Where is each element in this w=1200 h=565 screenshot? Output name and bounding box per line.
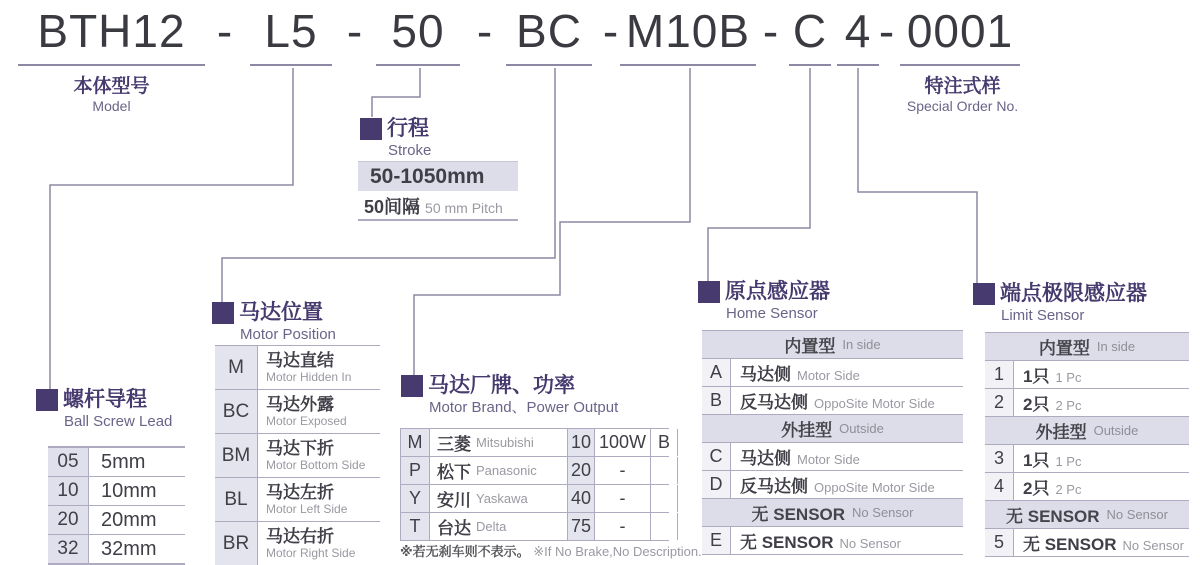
model-code-separator: - bbox=[476, 5, 494, 57]
limit-sensor-table bbox=[985, 332, 1189, 557]
square-bullet-icon bbox=[36, 389, 58, 411]
model-code-separator: - bbox=[762, 5, 780, 57]
model-code-segment-home-sensor: C bbox=[789, 2, 831, 66]
table-row: BL 马达左折 Motor Left Side bbox=[215, 478, 380, 522]
table-row: C 马达侧 Motor Side bbox=[702, 443, 963, 471]
motor-brand-section-heading: 马达厂牌、功率 Motor Brand、Power Output bbox=[401, 374, 618, 417]
table-row: M 马达直结 Motor Hidden In bbox=[215, 346, 380, 390]
motor-brand-footnote: ※若无刹车则不表示。 ※If No Brake,No Description. bbox=[400, 544, 702, 559]
table-row: 1 1只 1 Pc bbox=[985, 361, 1189, 389]
stroke-pitch-row: 50间隔 50 mm Pitch bbox=[358, 193, 518, 221]
model-code-separator: - bbox=[602, 5, 620, 57]
model-code-segment-motor-position: BC bbox=[506, 2, 592, 66]
special-order-label: 特注式样 Special Order No. bbox=[906, 76, 1019, 114]
stroke-section-heading: 行程 Stroke bbox=[360, 117, 431, 160]
table-group-header: 无 SENSOR No Sensor bbox=[985, 501, 1189, 529]
model-code-separator: - bbox=[346, 5, 364, 57]
table-row: 10 10mm bbox=[48, 477, 185, 506]
square-bullet-icon bbox=[973, 283, 995, 305]
square-bullet-icon bbox=[360, 118, 382, 140]
motor-position-section-heading: 马达位置 Motor Position bbox=[212, 301, 336, 344]
model-code-separator: - bbox=[878, 5, 896, 57]
segment-underline bbox=[620, 64, 756, 66]
square-bullet-icon bbox=[212, 302, 234, 324]
home-sensor-table bbox=[702, 330, 963, 555]
table-row: E 无 SENSOR No Sensor bbox=[702, 527, 963, 555]
table-row: Y 安川 Yaskawa 40 - bbox=[401, 485, 669, 513]
segment-underline bbox=[506, 64, 592, 66]
table-group-header: 外挂型 Outside bbox=[985, 417, 1189, 445]
square-bullet-icon bbox=[698, 281, 720, 303]
model-code-segment-special-order: 0001 bbox=[900, 2, 1020, 66]
table-row: 32 32mm bbox=[48, 535, 185, 565]
table-row: A 马达侧 Motor Side bbox=[702, 359, 963, 387]
table-group-header: 外挂型 Outside bbox=[702, 415, 963, 443]
table-row: BM 马达下折 Motor Bottom Side bbox=[215, 434, 380, 478]
model-code-segment-limit-sensor: 4 bbox=[837, 2, 879, 66]
table-row: 4 2只 2 Pc bbox=[985, 473, 1189, 501]
table-row: 2 2只 2 Pc bbox=[985, 389, 1189, 417]
segment-underline bbox=[376, 64, 460, 66]
motor-brand-table bbox=[400, 428, 669, 541]
model-code-separator: - bbox=[216, 5, 234, 57]
motor-position-table bbox=[215, 345, 380, 565]
table-row: T 台达 Delta 75 - bbox=[401, 513, 669, 541]
table-group-header: 内置型 In side bbox=[985, 333, 1189, 361]
connector-c-to-home-sensor bbox=[708, 68, 810, 282]
home-sensor-section-heading: 原点感应器 Home Sensor bbox=[698, 280, 830, 323]
table-row: 3 1只 1 Pc bbox=[985, 445, 1189, 473]
segment-underline bbox=[18, 64, 205, 66]
table-row: BC 马达外露 Motor Exposed bbox=[215, 390, 380, 434]
table-group-header: 内置型 In side bbox=[702, 331, 963, 359]
model-code-segment-motor-brand: M10B bbox=[620, 2, 756, 66]
segment-underline bbox=[837, 64, 879, 66]
model-code-segment-lead: L5 bbox=[250, 2, 332, 66]
table-row: 20 20mm bbox=[48, 506, 185, 535]
table-row: BR 马达右折 Motor Right Side bbox=[215, 522, 380, 565]
stroke-range-row: 50-1050mm bbox=[358, 162, 518, 193]
connector-50-to-stroke bbox=[372, 68, 420, 117]
ballscrew-section-heading: 螺杆导程 Ball Screw Lead bbox=[36, 388, 172, 431]
limit-sensor-section-heading: 端点极限感应器 Limit Sensor bbox=[973, 282, 1147, 325]
segment-underline bbox=[900, 64, 1020, 66]
table-row: D 反马达侧 OppoSite Motor Side bbox=[702, 471, 963, 499]
table-row: B 反马达侧 OppoSite Motor Side bbox=[702, 387, 963, 415]
model-label: 本体型号 Model bbox=[73, 76, 150, 114]
segment-underline bbox=[789, 64, 831, 66]
connector-m10b-to-motor-brand bbox=[414, 68, 690, 377]
ballscrew-table bbox=[48, 446, 185, 565]
segment-underline bbox=[250, 64, 332, 66]
square-bullet-icon bbox=[401, 375, 423, 397]
table-row: P 松下 Panasonic 20 - bbox=[401, 457, 669, 485]
table-row: 5 无 SENSOR No Sensor bbox=[985, 529, 1189, 557]
model-code-segment-body bbox=[18, 2, 205, 66]
model-code-text: BTH12 bbox=[37, 5, 186, 57]
table-row: 05 5mm bbox=[48, 448, 185, 477]
table-row: M 三菱 Mitsubishi 10 100W B bbox=[401, 429, 669, 457]
table-group-header: 无 SENSOR No Sensor bbox=[702, 499, 963, 527]
model-code-segment-stroke: 50 bbox=[376, 2, 460, 66]
stroke-table bbox=[358, 161, 518, 221]
